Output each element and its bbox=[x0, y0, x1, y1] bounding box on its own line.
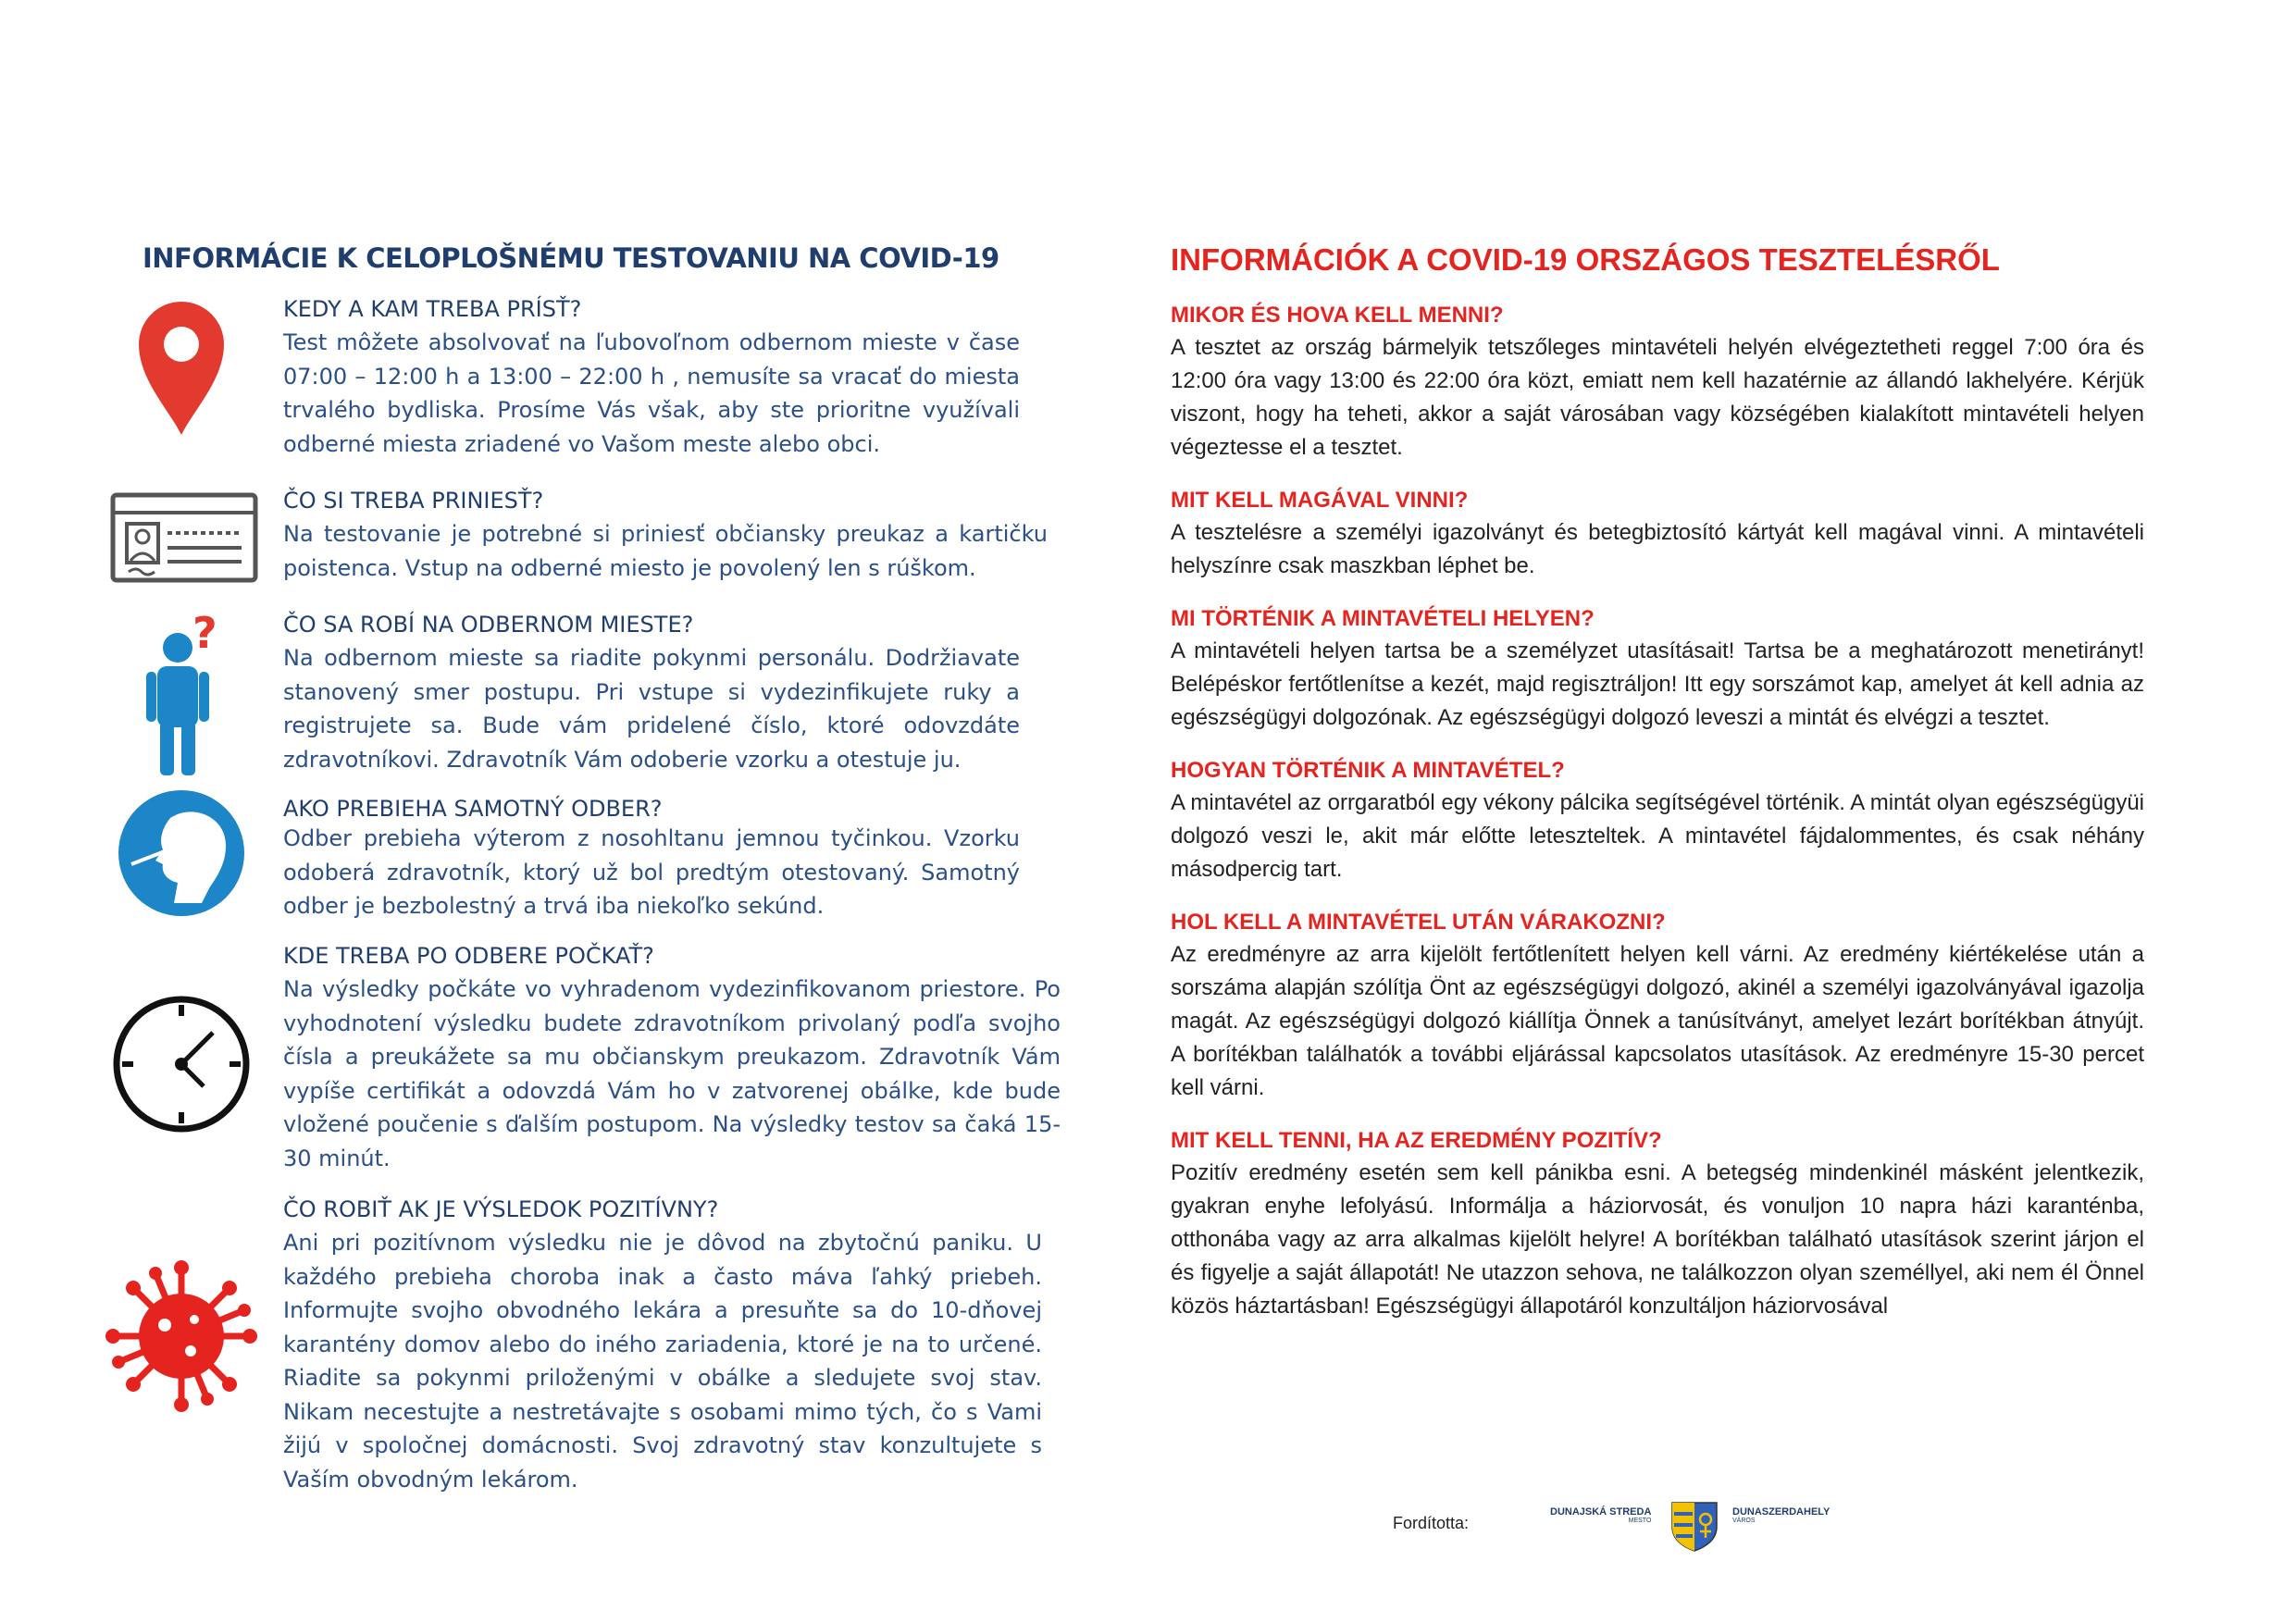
section-heading: MI TÖRTÉNIK A MINTAVÉTELI HELYEN? bbox=[1171, 606, 1595, 631]
section-heading: ČO ROBIŤ AK JE VÝSLEDOK POZITÍVNY? bbox=[283, 1196, 719, 1222]
section-heading: AKO PREBIEHA SAMOTNÝ ODBER? bbox=[283, 796, 663, 822]
section-text: Test môžete absolvovať na ľubovoľnom odbernom mieste v čase 07:00 – 12:00 h a 13:00 – 22:00 h , nemusíte sa vracať do miesta trvalého bydliska. Prosíme Vás však, aby ste prioritne využívali odberné miesta zriadené vo Vašom meste alebo obci. bbox=[283, 329, 1020, 457]
hungarian-section-waiting bbox=[1171, 907, 2144, 1105]
slovak-section-when-where bbox=[283, 292, 1020, 461]
section-text: Az eredményre az arra kijelölt fertőtlenített helyen kell várni. Az eredmény kiértékelése után a sorszáma alapján szólítja Önt az egészségügyi dolgozó, akinél a személyi igazolványával igazolja magát. Az egészségügyi dolgozó kiállítja Önnek a tanúsítványt, amelyet lezárt borítékban átnyújt. A borítékban találhatók a további eljárással kapcsolatos utasítások. Az eredményre 15-30 percet kell várni. bbox=[1171, 942, 2144, 1100]
slovak-section-at-site bbox=[283, 608, 1020, 776]
section-text: Na odbernom mieste sa riadite pokynmi personálu. Dodržiavate stanovený smer postupu. Pri vstupe si vydezinfikujete ruky a registrujete sa. Bude vám pridelené číslo, ktoré odovzdáte zdravotníkovi. Zdravotník Vám odoberie vzorku a otestuje ju. bbox=[283, 645, 1020, 773]
hungarian-section-what-to-bring bbox=[1171, 485, 2144, 583]
virus-icon bbox=[104, 1258, 259, 1419]
section-text: A tesztet az ország bármelyik tetszőleges mintavételi helyén elvégeztetheti reggel 7:00 óra és 12:00 óra vagy 13:00 és 22:00 óra közt, emiatt nem kell hazatérnie az állandó lakhelyére. Kérjük viszont, hogy ha teheti, akkor a saját városában vagy községében kialakított mintavételi helyen végeztesse el a tesztet. bbox=[1171, 335, 2144, 460]
location-pin-icon bbox=[135, 298, 228, 441]
section-heading: KDE TREBA PO ODBERE POČKAŤ? bbox=[283, 943, 654, 969]
translation-credit bbox=[1393, 1501, 1874, 1556]
person-question-icon bbox=[144, 611, 218, 782]
slovak-section-positive bbox=[283, 1193, 1042, 1496]
translated-by-label: Fordította: bbox=[1393, 1514, 1470, 1532]
town-name-slovak bbox=[1550, 1506, 1651, 1524]
section-text: Na testovanie je potrebné si priniesť občiansky preukaz a kartičku poistenca. Vstup na odberné miesto je povolený len s rúškom. bbox=[283, 521, 1048, 581]
town-name-slovak-sub: MESTO bbox=[1628, 1518, 1652, 1524]
slovak-section-sampling bbox=[283, 796, 1020, 923]
section-text: A tesztelésre a személyi igazolványt és betegbiztosító kártyát kell magával vinni. A mintavételi helyszínre csak maszkban léphet be. bbox=[1171, 520, 2144, 578]
slovak-column bbox=[139, 233, 1064, 274]
nasal-swab-icon bbox=[117, 788, 246, 923]
section-heading: ČO SI TREBA PRINIESŤ? bbox=[283, 488, 544, 514]
hungarian-column bbox=[1171, 242, 2144, 1344]
svg-text:?: ? bbox=[192, 611, 217, 658]
town-name-hungarian-sub: VÁROS bbox=[1732, 1518, 1756, 1524]
town-name-hungarian bbox=[1732, 1506, 1830, 1524]
section-heading: HOL KELL A MINTAVÉTEL UTÁN VÁRAKOZNI? bbox=[1171, 910, 1666, 935]
section-heading: ČO SA ROBÍ NA ODBERNOM MIESTE? bbox=[283, 612, 694, 638]
section-heading: HOGYAN TÖRTÉNIK A MINTAVÉTEL? bbox=[1171, 758, 1565, 783]
hungarian-section-at-site bbox=[1171, 603, 2144, 735]
section-heading: KEDY A KAM TREBA PRÍSŤ? bbox=[283, 296, 582, 322]
hungarian-section-sampling bbox=[1171, 755, 2144, 886]
slovak-title: INFORMÁCIE K CELOPLOŠNÉMU TESTOVANIU NA COVID-19 bbox=[143, 242, 999, 274]
town-name-hungarian-text: DUNASZERDAHELY bbox=[1732, 1506, 1831, 1518]
slovak-section-what-to-bring bbox=[283, 484, 1048, 585]
hungarian-section-when-where bbox=[1171, 300, 2144, 465]
id-card-icon bbox=[110, 492, 258, 588]
town-crest-icon bbox=[1670, 1501, 1719, 1557]
section-text: Pozitív eredmény esetén sem kell pánikba esni. A betegség mindenkinél másként jelentkezik, gyakran enyhe lefolyású. Informálja a háziorvosát, és vonuljon 10 napra házi karanténba, otthonába vagy az arra alkalmas kijelölt helyre! A borítékban található utasítások szerint járjon el és figyelje a saját állapotát! Ne utazzon sehova, ne találkozzon olyan személlyel, aki nem él Önnel közös háztartásban! Egészségügyi állapotáról konzultáljon háziorvosával bbox=[1171, 1160, 2144, 1319]
section-text: Na výsledky počkáte vo vyhradenom vydezinfikovanom priestore. Po vyhodnotení výsledku budete zdravotníkom privolaný podľa svojho čísla a preukážete sa mu občianskym preukazom. Zdravotník Vám vypíše certifikát a odovzdá Vám ho v zatvorenej obálke, kde bude vložené poučenie s ďalším postupom. Na výsledky testov sa čaká 15-30 minút. bbox=[283, 976, 1061, 1171]
section-heading: MIT KELL TENNI, HA AZ EREDMÉNY POZITÍV? bbox=[1171, 1128, 1662, 1153]
section-text: Odber prebieha výterom z nosohltanu jemnou tyčinkou. Vzorku odoberá zdravotník, ktorý už bol predtým otestovaný. Samotný odber je bezbolestný a trvá iba niekoľko sekúnd. bbox=[283, 825, 1020, 919]
section-text: Ani pri pozitívnom výsledku nie je dôvod na zbytočnú paniku. U každého prebieha choroba inak a často máva ľahký priebeh. Informujte svojho obvodného lekára a presuňte sa do 10-dňovej karantény domov alebo do iného zariadenia, ktoré je na to určené. Riadite sa pokynmi priloženými v obálke a sledujete svoj stav. Nikam necestujte a nestretávajte s osobami mimo tých, čo s Vami žijú v spoločnej domácnosti. Svoj zdravotný stav konzultujete s Vaším obvodným lekárom. bbox=[283, 1230, 1042, 1493]
hungarian-title: INFORMÁCIÓK A COVID-19 ORSZÁGOS TESZTELÉSRŐL bbox=[1171, 242, 2000, 277]
section-text: A mintavétel az orrgaratból egy vékony pálcika segítségével történik. A mintát olyan egészségügyüi dolgozó veszi le, akit már előtte leteszteltek. A mintavétel fájdalommentes, és csak néhány másodpercig tart. bbox=[1171, 790, 2144, 882]
clock-icon bbox=[111, 994, 252, 1139]
section-heading: MIKOR ÉS HOVA KELL MENNI? bbox=[1171, 303, 1504, 328]
slovak-section-waiting bbox=[283, 939, 1061, 1175]
section-text: A mintavételi helyen tartsa be a személyzet utasításait! Tartsa be a meghatározott menetirányt! Belépéskor fertőtlenítse a kezét, majd regisztráljon! Itt egy sorszámot kap, amelyet át kell adnia az egészségügyi dolgozónak. Az egészségügyi dolgozó leveszi a mintát és elvégzi a tesztet. bbox=[1171, 638, 2144, 730]
section-heading: MIT KELL MAGÁVAL VINNI? bbox=[1171, 488, 1469, 513]
hungarian-section-positive bbox=[1171, 1125, 2144, 1323]
town-name-slovak-text: DUNAJSKÁ STREDA bbox=[1550, 1506, 1652, 1518]
